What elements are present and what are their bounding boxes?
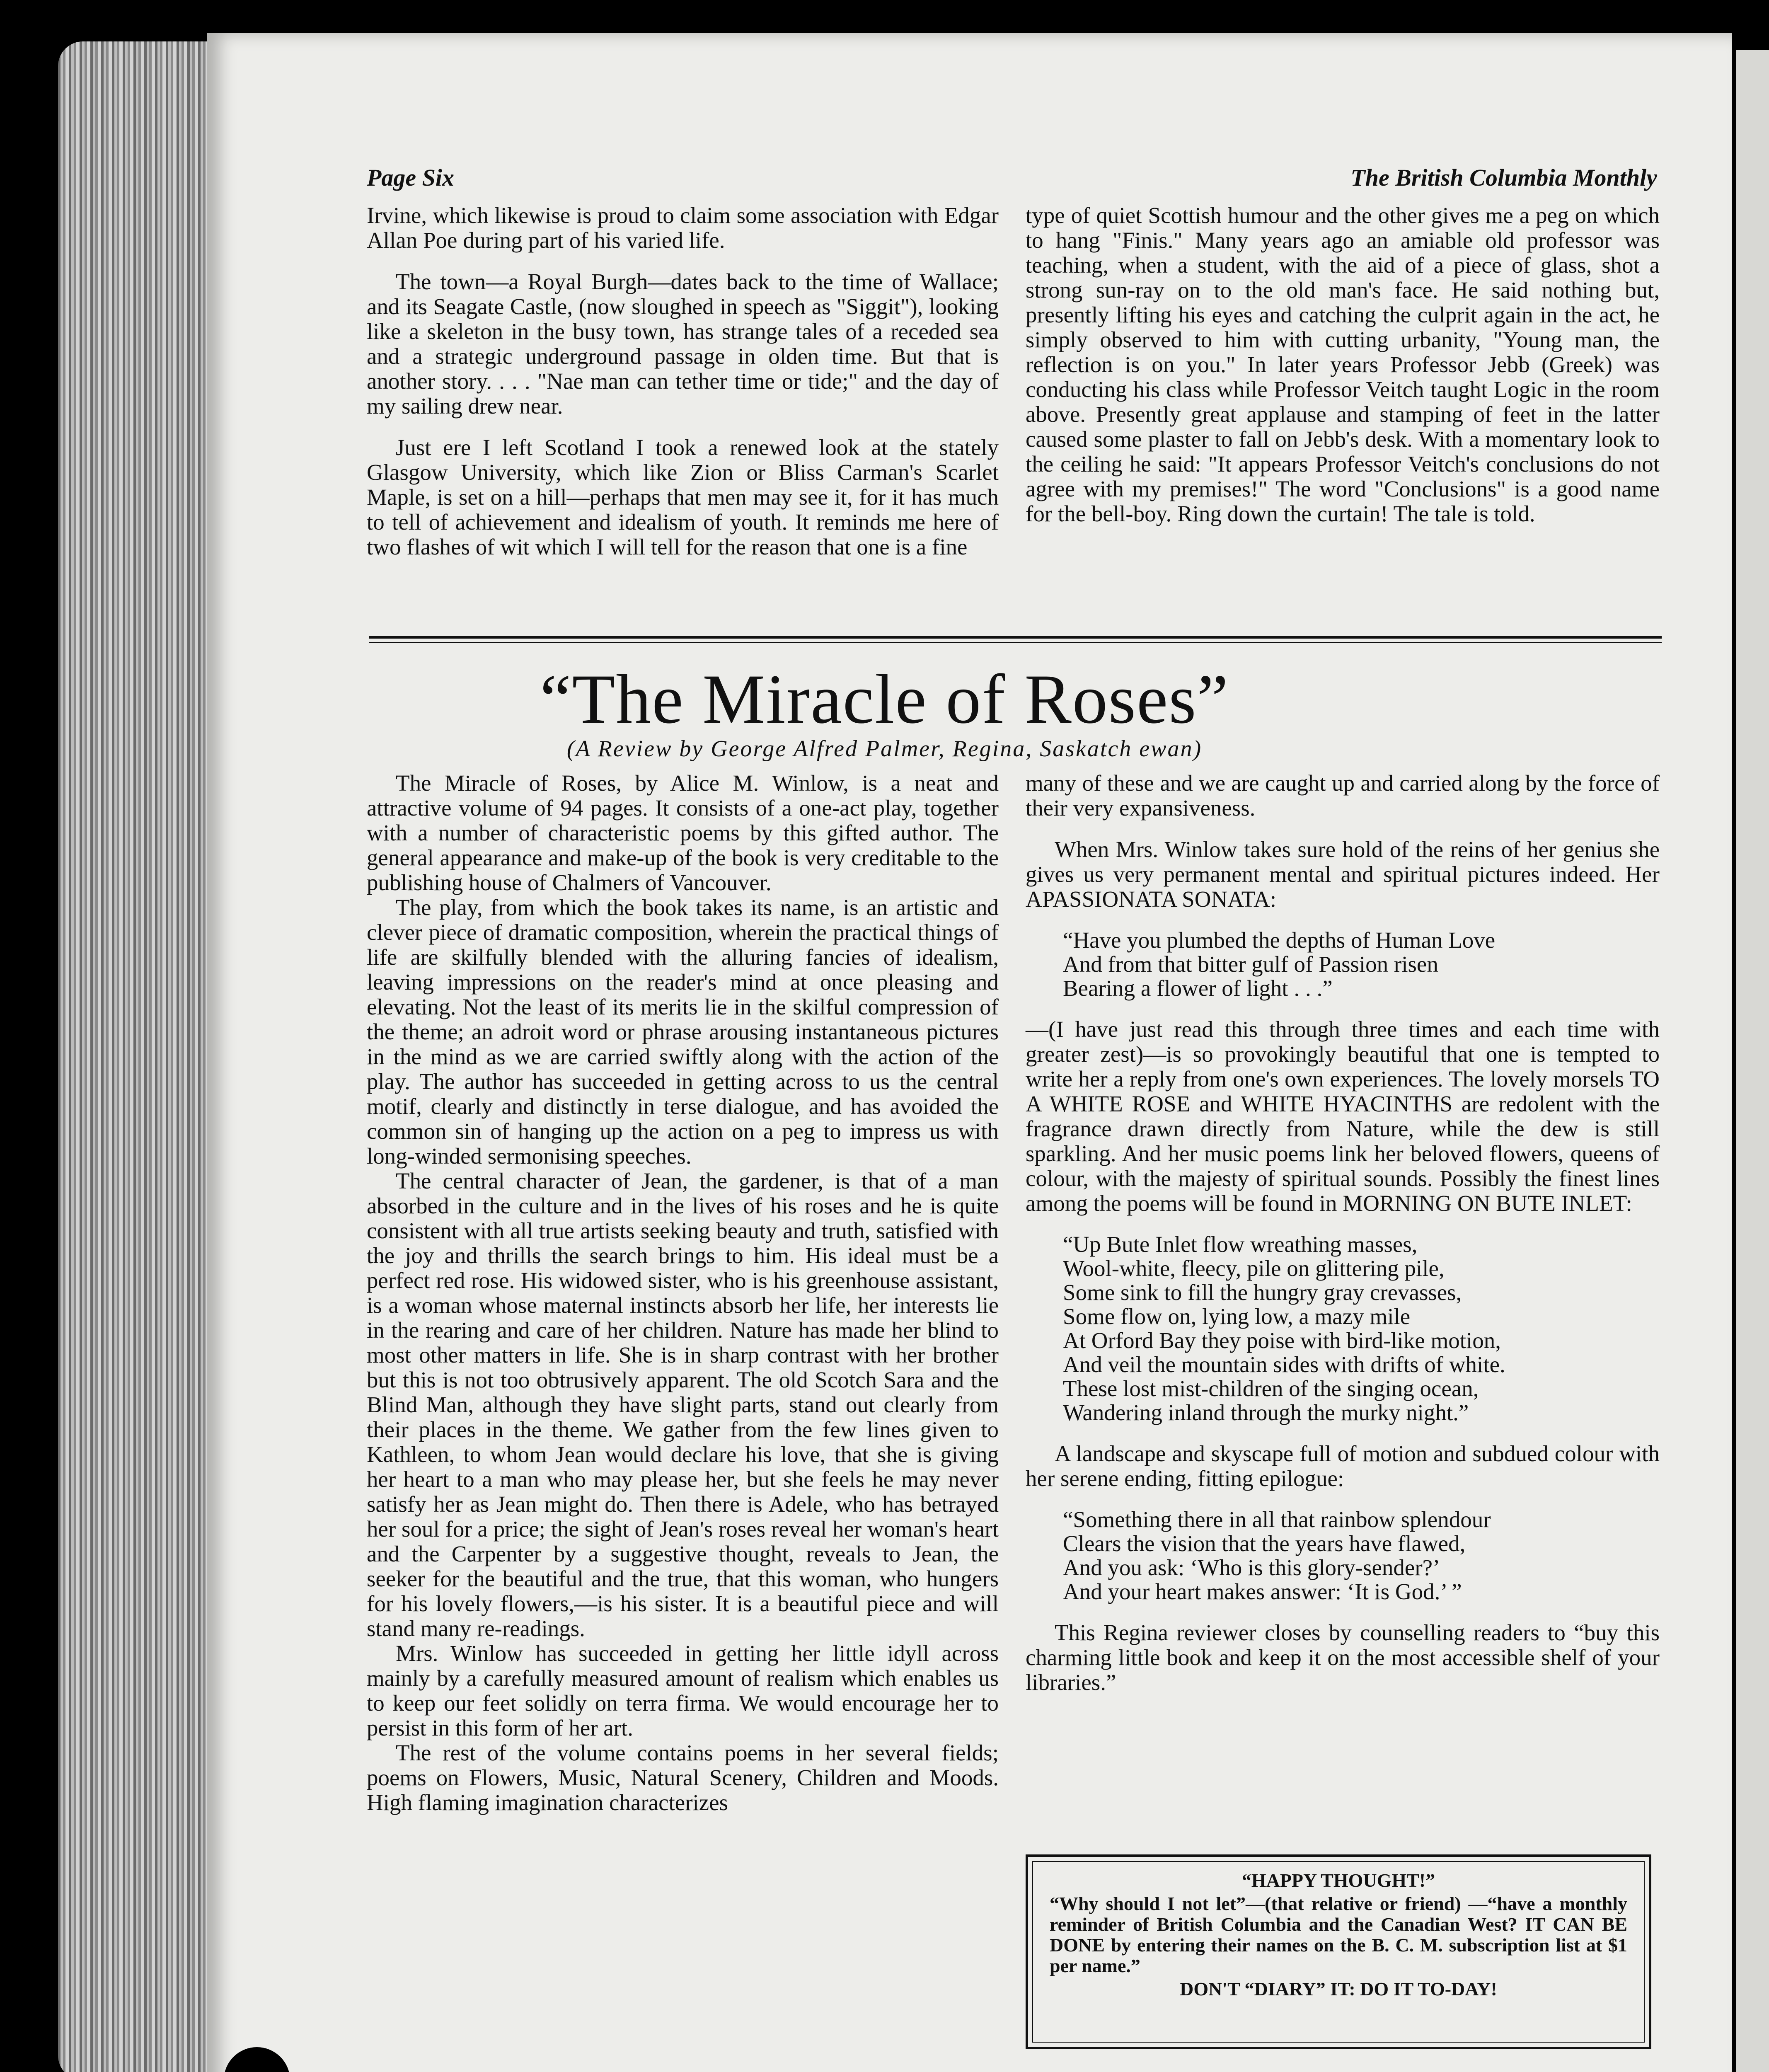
article-right-column — [1026, 771, 1660, 1695]
article-byline: (A Review by George Alfred Palmer, Regina, Saskatch ewan) — [566, 736, 1203, 762]
article-left-column — [367, 771, 999, 1815]
paragraph: The town—a Royal Burgh—dates back to the time of Wallace; and its Seagate Castle, (now sloughed in speech as "Siggit"), looking like a skeleton in the busy town, has strange tales of a receded sea and a strategic underground passage in olden time. But that is another story. . . . "Nae man can tether time or tide;" and the day of my sailing drew near. — [367, 269, 999, 419]
page-label: Page Six — [367, 164, 455, 191]
next-page-edge — [1736, 50, 1769, 2072]
poem-line: And from that bitter gulf of Passion risen — [1063, 951, 1438, 977]
paragraph: Irvine, which likewise is proud to claim some association with Edgar Allan Poe during part of his varied life. — [367, 203, 999, 253]
poem-line: Some flow on, lying low, a mazy mile — [1063, 1304, 1411, 1329]
paragraph: The central character of Jean, the gardener, is that of a man absorbed in the culture and in the lives of his roses and he is quite consistent with all true artists seeking beauty and truth, satisfied with the joy and thrills the search brings to him. His ideal must be a perfect red rose. His widowed sister, who is his greenhouse assistant, is a woman whose maternal instincts absorb her life, her interests lie in the rearing and care of her children. Nature has made her blind to most other matters in life. She is in sharp contrast with her brother but this is not too obtrusively apparent. The old Scotch Sara and the Blind Man, although they have slight parts, stand out clearly from their places in the theme. We gather from the few lines given to Kathleen, to whom Jean would declare his love, that she is giving her heart to a man who may please her, but she feels he may never satisfy her as Jean might do. Then there is Adele, who has betrayed her soul for a price; the sight of Jean's roses reveal her woman's heart and the Carpenter by a suggestive thought, reveals to Jean, the seeker for the beautiful and the true, that this woman, who hungers for his lovely flowers,—is his sister. It is a beautiful piece and will stand many re-readings. — [367, 1168, 999, 1641]
magazine-title: The British Columbia Monthly — [1350, 164, 1657, 191]
paragraph: —(I have just read this through three times and each time with greater zest)—is so provokingly beautiful that one is tempted to write her a reply from one's own experiences. The lovely morsels TO A WHITE ROSE and WHITE HYACINTHS are redolent with the fragrance drawn directly from Nature, while the dew is still sparkling. And her music poems link her beloved flowers, queens of colour, with the majesty of spiritual sounds. Possibly the finest lines among the poems will be found in MORNING ON BUTE INLET: — [1026, 1017, 1660, 1216]
poem-line: “Up Bute Inlet flow wreathing masses, — [1063, 1232, 1418, 1257]
paragraph: This Regina reviewer closes by counselling readers to “buy this charming little book and keep it on the most accessible shelf of your libraries.” — [1026, 1620, 1660, 1695]
notice-title: “HAPPY THOUGHT!” — [1241, 1870, 1435, 1891]
paragraph: When Mrs. Winlow takes sure hold of the reins of her genius she gives us very permanent mental and spiritual pictures indeed. Her APASSIONATA SONATA: — [1026, 837, 1660, 912]
paragraph: type of quiet Scottish humour and the other gives me a peg on which to hang "Finis." Many years ago an amiable old professor was teaching, when a student, with the aid of a piece of glass, shot a strong sun-ray on to the old man's face. He said nothing but, presently lifting his eyes and catching the culprit again in the act, he simply observed to him with cutting urbanity, "Young man, the reflection is on you." In later years Professor Jebb (Greek) was conducting his class while Professor Veitch taught Logic in the room above. Presently great applause and stamping of feet in the latter caused some plaster to fall on Jebb's desk. With a momentary look to the ceiling he said: "It appears Professor Veitch's conclusions do not agree with my premises!" The word "Conclusions" is a good name for the bell-boy. Ring down the curtain! The tale is told. — [1026, 203, 1660, 526]
notice-body: “Why should I not let”—(that relative or friend) —“have a monthly reminder of British Columbia and the Canadian West? IT CAN BE DONE by entering their names on the B. C. M. subscription list at $1 per name.” — [1050, 1893, 1627, 1976]
article-title: “The Miracle of Roses” — [540, 660, 1229, 738]
poem-line: Wool-white, fleecy, pile on glittering pile, — [1063, 1256, 1445, 1281]
poem-line: At Orford Bay they poise with bird-like motion, — [1063, 1328, 1501, 1353]
poem-line: Clears the vision that the years have flawed, — [1063, 1531, 1466, 1556]
paragraph: many of these and we are caught up and carried along by the force of their very expansiveness. — [1026, 770, 1660, 821]
paragraph: A landscape and skyscape full of motion and subdued colour with her serene ending, fitting epilogue: — [1026, 1441, 1660, 1491]
paragraph: Mrs. Winlow has succeeded in getting her little idyll across mainly by a carefully measured amount of realism which enables us to keep our feet solidly on terra firma. We would encourage her to persist in this form of her art. — [367, 1641, 999, 1740]
paragraph: The play, from which the book takes its name, is an artistic and clever piece of dramatic composition, wherein the practical things of life are skilfully blended with the alluring fancies of idealism, leaving impressions on the reader's mind at once pleasing and elevating. Not the least of its merits lie in the skilful compression of the theme; an adroit word or phrase arousing instantaneous pictures in the mind as we are carried swiftly along with the action of the play. The author has succeeded in getting across to us the central motif, clearly and distinctly in terse dialogue, and has avoided the common sin of hanging up the action on a peg to impress us with long-winded sermonising speeches. — [367, 895, 999, 1169]
poem-line: These lost mist-children of the singing ocean, — [1063, 1376, 1479, 1401]
poem-line: Bearing a flower of light . . .” — [1063, 975, 1333, 1001]
section-rule-thin — [369, 642, 1662, 643]
notice-footer: DON'T “DIARY” IT: DO IT TO-DAY! — [1180, 1978, 1497, 1999]
poem-line: And veil the mountain sides with drifts of white. — [1063, 1352, 1505, 1377]
top-left-column — [367, 203, 999, 559]
poem-line: “Something there in all that rainbow splendour — [1063, 1507, 1491, 1532]
poem-epilogue — [1063, 1508, 1660, 1604]
poem-line: And your heart makes answer: ‘It is God.’ ” — [1063, 1579, 1462, 1604]
happy-thought-notice — [1026, 1854, 1651, 2049]
poem-apassionata — [1063, 928, 1660, 1000]
poem-line: Some sink to fill the hungry gray crevasses, — [1063, 1280, 1462, 1305]
paragraph: Just ere I left Scotland I took a renewed look at the stately Glasgow University, which like Zion or Bliss Carman's Scarlet Maple, is set on a hill—perhaps that men may see it, for it has much to tell of achievement and idealism of youth. It reminds me here of two flashes of wit which I will tell for the reason that one is a fine — [367, 435, 999, 559]
paragraph: The Miracle of Roses, by Alice M. Winlow, is a neat and attractive volume of 94 pages. It consists of a one-act play, together with a number of characteristic poems by this gifted author. The general appearance and make-up of the book is very creditable to the publishing house of Chalmers of Vancouver. — [367, 770, 999, 895]
paragraph: The rest of the volume contains poems in her several fields; poems on Flowers, Music, Natural Scenery, Children and Moods. High flaming imagination characterizes — [367, 1740, 999, 1815]
poem-bute-inlet — [1063, 1232, 1660, 1425]
top-right-column — [1026, 203, 1660, 526]
poem-line: And you ask: ‘Who is this glory-sender?’ — [1063, 1555, 1440, 1580]
poem-line: Wandering inland through the murky night.” — [1063, 1400, 1469, 1425]
poem-line: “Have you plumbed the depths of Human Love — [1063, 927, 1496, 953]
section-rule — [369, 636, 1662, 639]
